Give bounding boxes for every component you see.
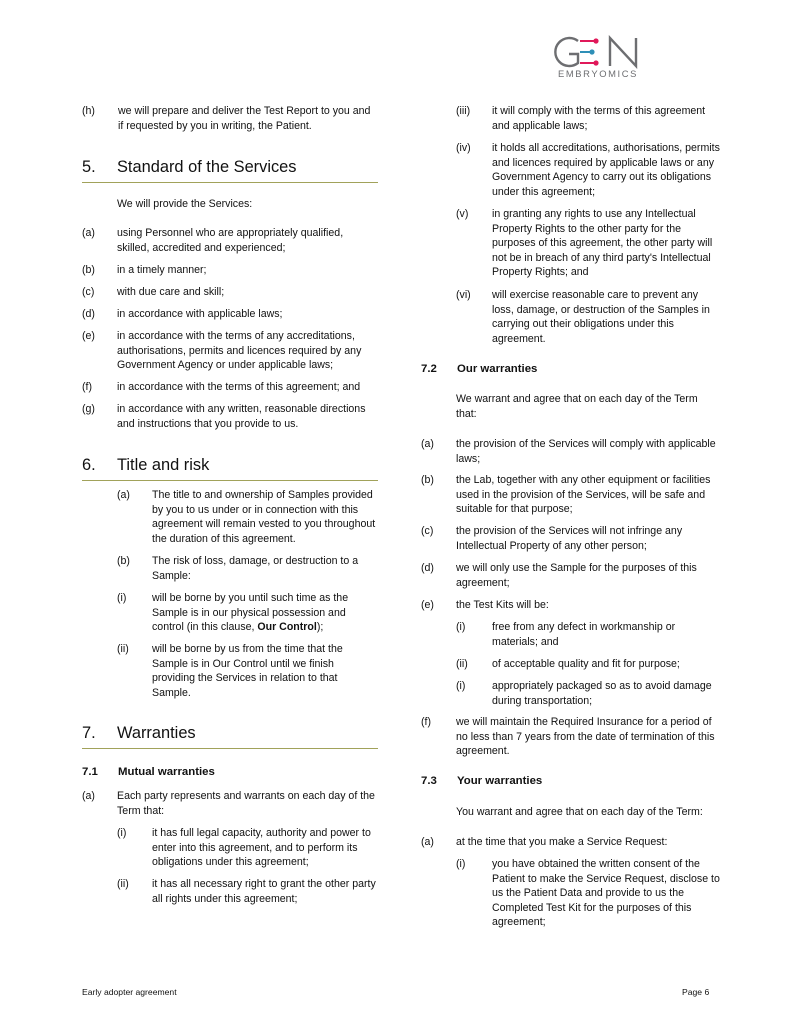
section-title: Standard of the Services <box>117 158 297 176</box>
clause-text: The title to and ownership of Samples provided by you to us under or in connection with this agreement will remain vested to you throughout the duration of this agreement. <box>152 489 376 545</box>
clause-label: (iv) <box>456 142 471 154</box>
clause-label: (e) <box>421 599 434 611</box>
clause-item <box>456 620 721 649</box>
clause-item <box>456 207 721 280</box>
clause-label: (vi) <box>456 289 471 301</box>
clause-text: in a timely manner; <box>117 264 207 276</box>
clause-label: (iii) <box>456 105 471 117</box>
clause-item <box>82 329 378 373</box>
clause-text: in accordance with the terms of this agreement; and <box>117 381 361 393</box>
clause-label: (a) <box>421 438 434 450</box>
clause-text: free from any defect in workmanship or materials; and <box>492 621 676 648</box>
clause-label: (a) <box>82 227 95 239</box>
clause-label: (f) <box>421 716 431 728</box>
section-6-heading <box>82 455 378 481</box>
clause-text: appropriately packaged so as to avoid damage during transportation; <box>492 680 712 707</box>
subsection-intro: You warrant and agree that on each day of the Term: <box>456 806 703 818</box>
section-number: 5. <box>82 158 96 176</box>
clause-item <box>82 263 378 278</box>
clause-text: we will prepare and deliver the Test Report to you and if requested by you in writing, the Patient. <box>118 105 371 132</box>
clause-label: (i) <box>117 592 127 604</box>
clause-text: it has full legal capacity, authority and power to enter into this agreement, and to perform its obligations under this agreement; <box>152 827 371 869</box>
clause-item <box>421 473 721 517</box>
clause-item <box>456 679 721 708</box>
clause-text: of acceptable quality and fit for purpose; <box>492 658 680 670</box>
clause-text: the Test Kits will be: <box>456 599 549 611</box>
clause-item <box>82 104 378 133</box>
clause-label: (g) <box>82 403 95 415</box>
clause-text: in accordance with the terms of any accreditations, authorisations, permits and licences required by any Government Agency or under applicable laws; <box>117 330 362 372</box>
subsection-7-3-heading <box>421 774 542 789</box>
clause-label: (h) <box>82 105 95 117</box>
clause-text: the provision of the Services will not infringe any Intellectual Property of any other person; <box>456 525 683 552</box>
clause-item <box>421 715 721 759</box>
subsection-7-1-heading <box>82 765 215 780</box>
section-intro: We will provide the Services: <box>117 198 253 210</box>
clause-text: the Lab, together with any other equipment or facilities used in the provision of the Services, will be safe and suitable for that purpose; <box>456 474 711 516</box>
section-title: Title and risk <box>117 456 210 474</box>
clause-item <box>82 226 378 255</box>
clause-item <box>421 437 721 466</box>
clause-item <box>421 835 721 850</box>
clause-text: with due care and skill; <box>117 286 225 298</box>
section-7-heading <box>82 723 378 749</box>
clause-text: you have obtained the written consent of the Patient to make the Service Request, disclose to us the Patient Data and provide to us the Completed Test Kit for the purposes of this agreement; <box>492 858 720 929</box>
clause-item <box>456 288 721 346</box>
clause-item <box>82 307 378 322</box>
clause-item <box>421 524 721 553</box>
footer-page-number: Page 6 <box>682 987 710 997</box>
clause-item <box>456 104 721 133</box>
subsection-intro: We warrant and agree that on each day of the Term that: <box>456 393 698 420</box>
clause-item <box>456 657 721 672</box>
logo-subtext: EMBRYOMICS <box>558 68 638 79</box>
clause-item <box>456 141 721 199</box>
clause-text: in accordance with applicable laws; <box>117 308 283 320</box>
clause-item <box>82 285 378 300</box>
logo-wordmark: GEN <box>552 35 555 36</box>
clause-label: (b) <box>82 264 95 276</box>
subsection-title: Your warranties <box>457 775 543 787</box>
clause-item <box>82 789 378 818</box>
clause-text: using Personnel who are appropriately qualified, skilled, accredited and experienced; <box>117 227 344 254</box>
clause-item <box>117 826 377 870</box>
subsection-number: 7.3 <box>421 775 437 787</box>
clause-text: will exercise reasonable care to prevent any loss, damage, or destruction of the Samples in carrying out their obligations under this agreement. <box>492 289 710 345</box>
clause-text: it has all necessary right to grant the other party all rights under this agreement; <box>152 878 376 905</box>
section-number: 6. <box>82 456 96 474</box>
clause-text: will be borne by us from the time that the Sample is in Our Control until we finish providing the Services in relation to that Sample. <box>152 643 343 699</box>
clause-label: (b) <box>421 474 434 486</box>
clause-label: (i) <box>117 827 127 839</box>
clause-label: (v) <box>456 208 469 220</box>
clause-text <box>152 591 377 635</box>
clause-label: (a) <box>421 836 434 848</box>
section-number: 7. <box>82 724 96 742</box>
clause-item <box>117 554 377 583</box>
footer-document-name: Early adopter agreement <box>82 987 177 997</box>
clause-label: (a) <box>82 790 95 802</box>
section-5-heading <box>82 157 378 183</box>
subsection-7-2-heading <box>421 362 537 377</box>
clause-item <box>82 380 378 395</box>
subsection-number: 7.1 <box>82 766 98 778</box>
subsection-title: Our warranties <box>457 363 538 375</box>
clause-item <box>117 488 377 546</box>
clause-text: it holds all accreditations, authorisations, permits and licences required by applicable laws or any Government Agency to carry out its obligations under this agreement; <box>492 142 720 198</box>
clause-label: (c) <box>82 286 95 298</box>
clause-label: (e) <box>82 330 95 342</box>
clause-item <box>421 561 721 590</box>
clause-text: we will only use the Sample for the purposes of this agreement; <box>456 562 697 589</box>
clause-text: in accordance with any written, reasonable directions and instructions that you provide to us. <box>117 403 366 430</box>
clause-label: (i) <box>456 621 466 633</box>
section-title: Warranties <box>117 724 196 742</box>
clause-text: Each party represents and warrants on each day of the Term that: <box>117 790 375 817</box>
clause-item <box>117 591 377 635</box>
clause-item <box>421 598 721 613</box>
clause-label: (i) <box>456 680 466 692</box>
clause-item <box>117 642 377 700</box>
clause-text: in granting any rights to use any Intellectual Property Rights to the other party for the purposes of this agreement, the other party will not be in breach of any third party's Intellectual Property Rights; and <box>492 208 713 279</box>
clause-label: (f) <box>82 381 92 393</box>
clause-label: (ii) <box>117 643 129 655</box>
clause-text: at the time that you make a Service Request: <box>456 836 668 848</box>
clause-label: (a) <box>117 489 130 501</box>
clause-text: it will comply with the terms of this agreement and applicable laws; <box>492 105 706 132</box>
subsection-number: 7.2 <box>421 363 437 375</box>
clause-item <box>82 402 378 431</box>
clause-label: (d) <box>421 562 434 574</box>
clause-label: (ii) <box>456 658 468 670</box>
subsection-title: Mutual warranties <box>118 766 215 778</box>
clause-label: (i) <box>456 858 466 870</box>
gen-logo-mark <box>552 35 644 69</box>
clause-label: (b) <box>117 555 130 567</box>
clause-text: the provision of the Services will comply with applicable laws; <box>456 438 716 465</box>
clause-label: (c) <box>421 525 434 537</box>
clause-item <box>117 877 377 906</box>
defined-term: Our Control <box>257 621 317 634</box>
clause-text-part: ); <box>316 621 324 634</box>
clause-label: (ii) <box>117 878 129 890</box>
clause-text: we will maintain the Required Insurance for a period of no less than 7 years from the date of termination of this agreement. <box>456 716 715 758</box>
clause-text: The risk of loss, damage, or destruction to a Sample: <box>152 555 359 582</box>
company-logo <box>548 35 648 83</box>
clause-text-part: will be borne by you until such time as the Sample is in our physical possession and control (in this clause, <box>152 592 349 634</box>
clause-label: (d) <box>82 308 95 320</box>
clause-item <box>456 857 721 930</box>
